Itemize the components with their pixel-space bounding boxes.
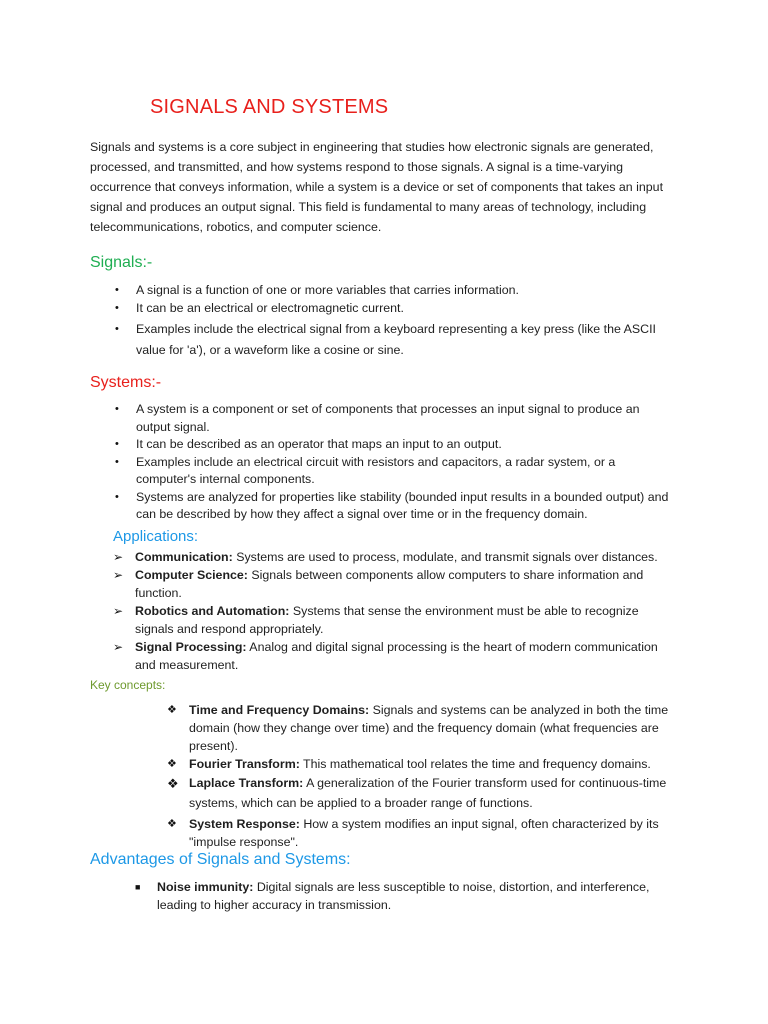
list-item: • It can be an electrical or electromagnetic current. bbox=[115, 301, 404, 315]
list-item: ❖ Time and Frequency Domains: Signals and systems can be analyzed in both the time domain (how they change over time) and the frequency domain (what frequencies are present). bbox=[167, 703, 669, 753]
key-concepts-heading: Key concepts: bbox=[90, 678, 166, 692]
arrowhead-icon: ➢ bbox=[113, 550, 124, 564]
list-item: ■ Noise immunity: Digital signals are less susceptible to noise, distortion, and interference, leading to higher accuracy in transmission. bbox=[135, 880, 650, 912]
arrowhead-icon: ➢ bbox=[113, 640, 124, 654]
list-item: • Examples include the electrical signal from a keyboard representing a key press (like the ASCII value for 'a'), or a waveform like a cosine or sine. bbox=[115, 319, 675, 361]
list-item: ❖ Fourier Transform: This mathematical tool relates the time and frequency domains. bbox=[167, 757, 651, 771]
bullet-icon: • bbox=[115, 455, 119, 468]
list-item: ➢ Computer Science: Signals between components allow computers to share information and function. bbox=[113, 568, 644, 600]
document-title: SIGNALS AND SYSTEMS bbox=[150, 96, 389, 118]
systems-list bbox=[115, 401, 675, 524]
bullet-icon: • bbox=[115, 403, 119, 415]
list-item: • A system is a component or set of components that processes an input signal to produce an output signal. bbox=[115, 402, 640, 434]
advantages-list bbox=[135, 878, 675, 914]
advantages-heading: Advantages of Signals and Systems: bbox=[90, 851, 351, 868]
list-item: ➢ Robotics and Automation: Systems that sense the environment must be able to recognize signals and respond appropriately. bbox=[113, 604, 639, 636]
bullet-icon: • bbox=[115, 323, 119, 335]
bullet-icon: • bbox=[115, 284, 119, 296]
list-item: ❖ Laplace Transform: A generalization of the Fourier transform used for continuous-time systems, which can be applied to a broader range of functions. bbox=[167, 776, 667, 810]
intro-paragraph: Signals and systems is a core subject in engineering that studies how electronic signals are generated, processed, and transmitted, and how systems respond to those signals. A signal is a time-varying occurrence that conveys information, while a system is a device or set of components that takes an input signal and produces an output signal. This field is fundamental to many areas of technology, including telecommunications, robotics, and computer science. bbox=[90, 140, 664, 234]
arrowhead-icon: ➢ bbox=[113, 604, 124, 618]
square-bullet-icon: ■ bbox=[135, 882, 141, 892]
arrowhead-icon: ➢ bbox=[113, 568, 124, 582]
signals-list bbox=[115, 281, 675, 361]
diamond-bullet-icon: ❖ bbox=[167, 704, 177, 716]
list-item: ➢ Communication: Systems are used to process, modulate, and transmit signals over distances. bbox=[113, 550, 658, 564]
diamond-bullet-icon: ❖ bbox=[167, 758, 177, 770]
list-item: • It can be described as an operator that maps an input to an output. bbox=[115, 436, 675, 454]
bullet-icon: • bbox=[115, 490, 119, 503]
diamond-bullet-icon: ❖ bbox=[167, 776, 179, 791]
list-item: • A signal is a function of one or more variables that carries information. bbox=[115, 283, 519, 297]
diamond-bullet-icon: ❖ bbox=[167, 818, 177, 830]
bullet-icon: • bbox=[115, 302, 119, 314]
bullet-icon: • bbox=[115, 438, 119, 450]
list-item: ➢ Signal Processing: Analog and digital signal processing is the heart of modern communication and measurement. bbox=[113, 640, 658, 672]
key-concepts-list bbox=[167, 701, 677, 851]
applications-heading: Applications: bbox=[113, 528, 199, 545]
signals-heading: Signals:- bbox=[90, 254, 153, 271]
list-item: • Examples include an electrical circuit with resistors and capacitors, a radar system, or a computer's internal components. bbox=[115, 454, 616, 486]
applications-list bbox=[113, 548, 673, 674]
list-item: ❖ System Response: How a system modifies an input signal, often characterized by its "impulse response". bbox=[167, 817, 659, 849]
systems-heading: Systems:- bbox=[90, 374, 162, 391]
list-item: • Systems are analyzed for properties like stability (bounded input results in a bounded output) and can be described by how they affect a signal over time or in the frequency domain. bbox=[115, 489, 669, 521]
